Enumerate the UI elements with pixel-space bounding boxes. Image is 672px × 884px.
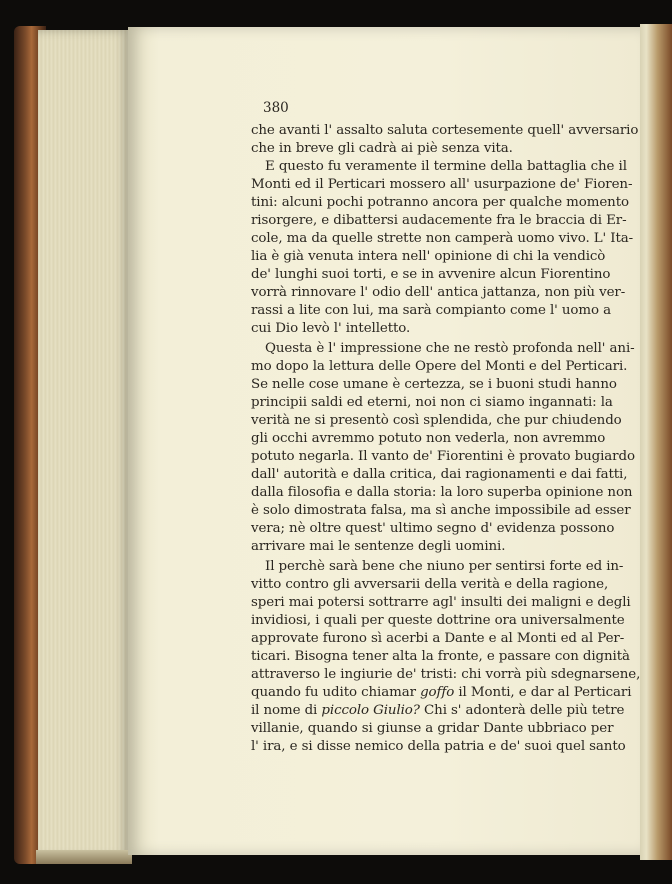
text-line: attraverso le ingiurie de' tristi: chi vorrà più sdegnarsene, — [251, 667, 641, 682]
text-line: Il perchè sarà bene che niuno per sentirsi forte ed in- — [265, 559, 624, 574]
facing-page-edge — [640, 24, 672, 860]
text-line: tini: alcuni pochi potranno ancora per qualche momento — [251, 195, 629, 210]
page-edges-bottom — [36, 850, 132, 864]
text-line-mixed — [251, 684, 632, 702]
text-line: vitto contro gli avversarii della verità e della ragione, — [251, 577, 609, 592]
text-line: potuto negarla. Il vanto de' Fiorentini è provato bugiardo — [251, 449, 635, 464]
italic-word: goffo — [420, 685, 455, 700]
text-fragment: quando fu udito chiamar — [251, 685, 416, 700]
page-edges — [38, 30, 130, 858]
text-line: dalla filosofia e dalla storia: la loro superba opinione non — [251, 485, 633, 500]
text-line: invidiosi, i quali per queste dottrine ora universalmente — [251, 613, 625, 628]
page-number: 380 — [263, 100, 289, 116]
text-line: cui Dio levò l' intelletto. — [251, 321, 411, 336]
text-line: che avanti l' assalto saluta cortesemente quell' avversario — [251, 123, 639, 138]
text-line: è solo dimostrata falsa, ma sì anche impossibile ad esser — [251, 503, 631, 518]
text-line: risorgere, e dibattersi audacemente fra le braccia di Er- — [251, 213, 627, 228]
text-line-mixed — [251, 702, 625, 720]
text-line: gli occhi avremmo potuto non vederla, non avremmo — [251, 431, 606, 446]
text-line: l' ira, e si disse nemico della patria e de' suoi quel santo — [251, 739, 626, 754]
text-line: che in breve gli cadrà ai piè senza vita. — [251, 141, 513, 156]
italic-phrase: piccolo Giulio? — [321, 703, 420, 718]
text-line: villanie, quando si giunse a gridar Dante ubbriaco per — [251, 721, 614, 736]
text-line: vorrà rinnovare l' odio dell' antica jattanza, non più ver- — [251, 285, 626, 300]
text-line: speri mai potersi sottrarre agl' insulti dei maligni e degli — [251, 595, 631, 610]
text-fragment: Chi s' adonterà delle più tetre — [424, 703, 625, 718]
text-line: approvate furono sì acerbi a Dante e al Monti ed al Per- — [251, 631, 625, 646]
text-line: de' lunghi suoi torti, e se in avvenire alcun Fiorentino — [251, 267, 611, 282]
text-fragment: il Monti, e dar al Perticari — [458, 685, 632, 700]
text-fragment: il nome di — [251, 703, 318, 718]
text-line: principii saldi ed eterni, noi non ci siamo ingannati: la — [251, 395, 613, 410]
text-line: lia è già venuta intera nell' opinione di chi la vendicò — [251, 249, 606, 264]
text-line: Se nelle cose umane è certezza, se i buoni studi hanno — [251, 377, 617, 392]
text-line: dall' autorità e dalla critica, dai ragionamenti e dai fatti, — [251, 467, 628, 482]
text-line: rassi a lite con lui, ma sarà compianto come l' uomo a — [251, 303, 611, 318]
text-line: Questa è l' impressione che ne restò profonda nell' ani- — [265, 341, 635, 356]
text-line: mo dopo la lettura delle Opere del Monti e del Perticari. — [251, 359, 628, 374]
text-line: cole, ma da quelle strette non camperà uomo vivo. L' Ita- — [251, 231, 634, 246]
text-line: E questo fu veramente il termine della battaglia che il — [265, 159, 627, 174]
text-line: ticari. Bisogna tener alta la fronte, e passare con dignità — [251, 649, 630, 664]
text-line: arrivare mai le sentenze degli uomini. — [251, 539, 506, 554]
text-line: verità ne si presentò così splendida, che pur chiudendo — [251, 413, 622, 428]
text-line: vera; nè oltre quest' ultimo segno d' evidenza possono — [251, 521, 615, 536]
text-line: Monti ed il Perticari mossero all' usurpazione de' Fioren- — [251, 177, 633, 192]
